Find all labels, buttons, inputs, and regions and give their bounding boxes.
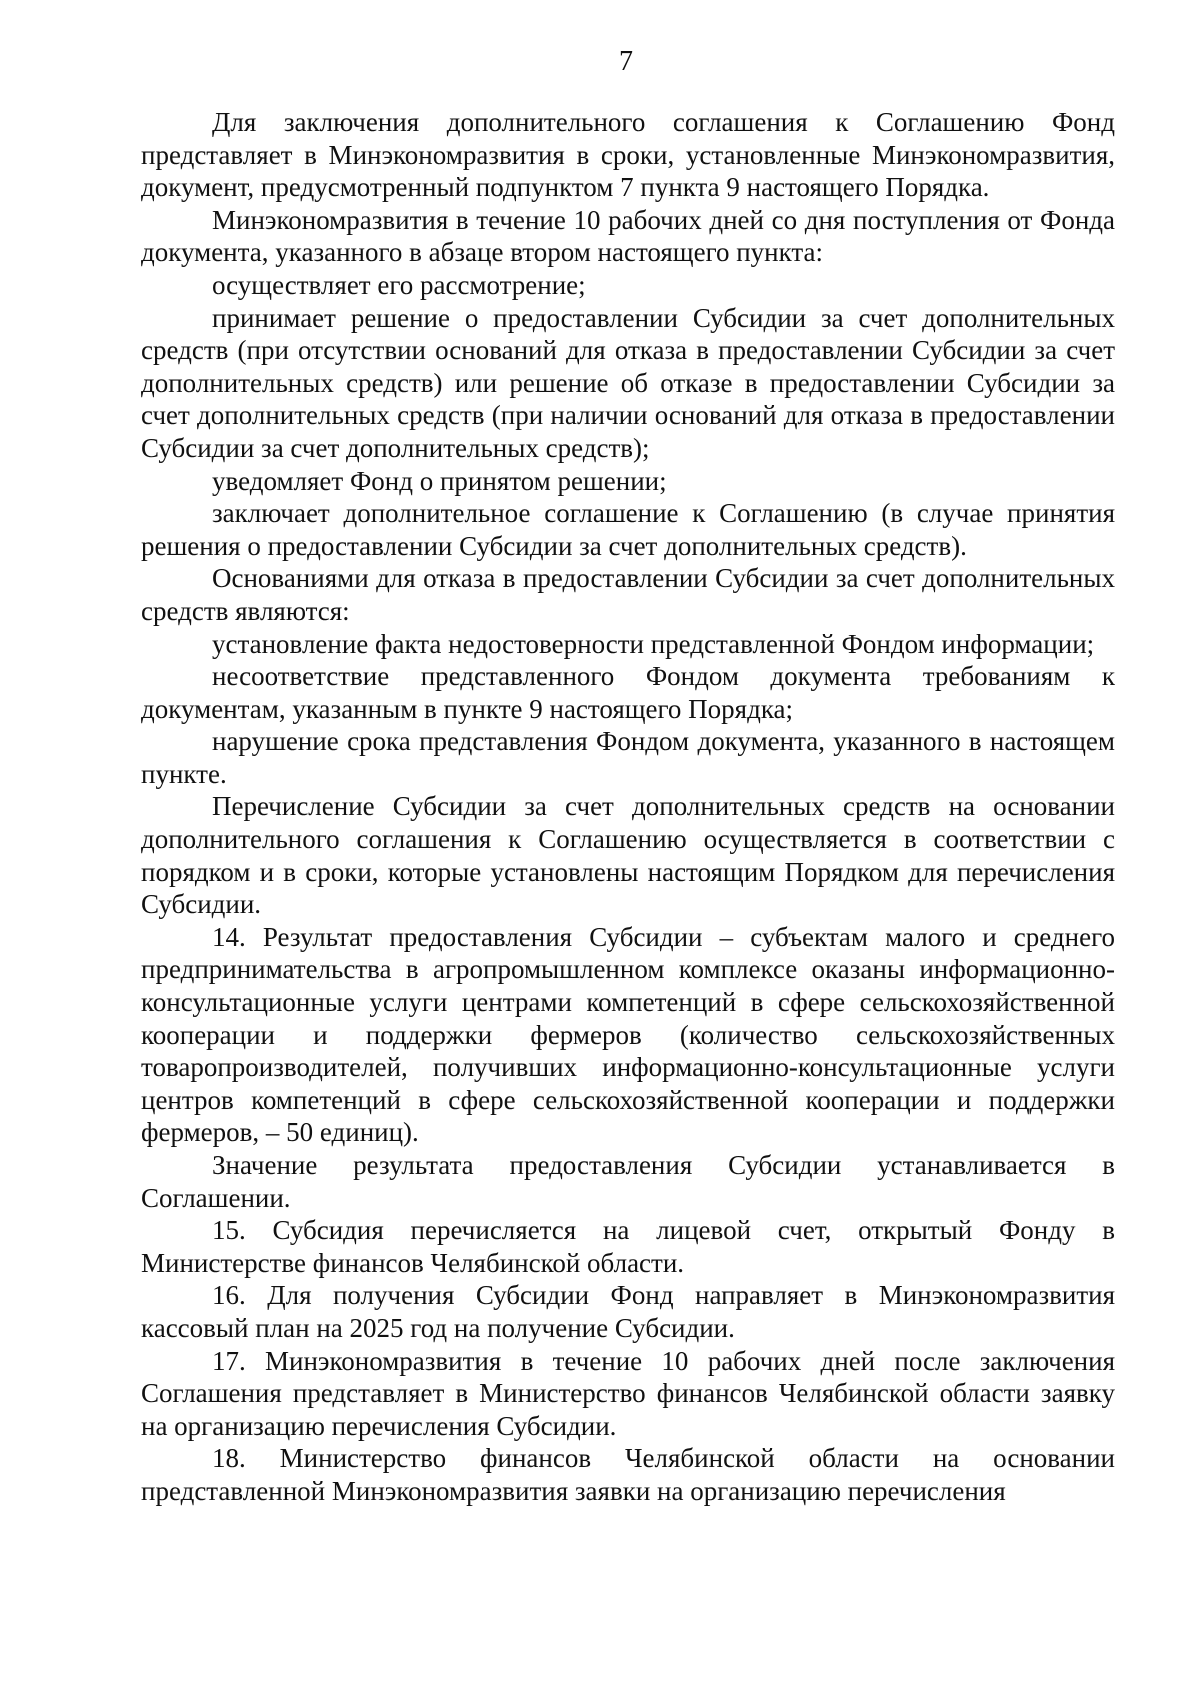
paragraph: Для заключения дополнительного соглашения к Соглашению Фонд представляет в Минэкономразвития в сроки, установленные Минэкономразвития, документ, предусмотренный подпунктом 7 пункта 9 настоящего Порядка.	[141, 107, 1115, 203]
paragraph: Перечисление Субсидии за счет дополнительных средств на основании дополнительного соглашения к Соглашению осуществляется в соответствии с порядком и в сроки, которые установлены настоящим Порядком для перечисления Субсидии.	[141, 791, 1115, 920]
paragraph: заключает дополнительное соглашение к Соглашению (в случае принятия решения о предоставлении Субсидии за счет дополнительных средств).	[141, 498, 1115, 561]
paragraph: Минэкономразвития в течение 10 рабочих дней со дня поступления от Фонда документа, указанного в абзаце втором настоящего пункта:	[141, 204, 1115, 268]
paragraph: 17. Минэкономразвития в течение 10 рабочих дней после заключения Соглашения представляет в Министерство финансов Челябинской области заявку на организацию перечисления Субсидии.	[141, 1345, 1115, 1441]
paragraph: принимает решение о предоставлении Субсидии за счет дополнительных средств (при отсутствии оснований для отказа в предоставлении Субсидии за счет дополнительных средств) или решение об отказе в предоставлении Субсидии за счет дополнительных средств (при наличии оснований для отказа в предоставлении Субсидии за счет дополнительных средств);	[141, 302, 1115, 463]
paragraph: 14. Результат предоставления Субсидии – субъектам малого и среднего предпринимательства в агропромышленном комплексе оказаны информационно-консультационные услуги центрами компетенций в сфере сельскохозяйственной кооперации и поддержки фермеров (количество сельскохозяйственных товаропроизводителей, получивших информационно-консультационные услуги центров компетенций в сфере сельскохозяйственной кооперации и поддержки фермеров, – 50 единиц).	[141, 921, 1115, 1148]
paragraph: несоответствие представленного Фондом документа требованиям к документам, указанным в пункте 9 настоящего Порядка;	[141, 661, 1115, 724]
paragraph: уведомляет Фонд о принятом решении;	[212, 465, 667, 496]
paragraph: Значение результата предоставления Субсидии устанавливается в Соглашении.	[141, 1150, 1115, 1213]
paragraph: 16. Для получения Субсидии Фонд направляет в Минэкономразвития кассовый план на 2025 год на получение Субсидии.	[141, 1280, 1115, 1343]
paragraph: Основаниями для отказа в предоставлении Субсидии за счет дополнительных средств являются:	[141, 563, 1115, 626]
page-number: 7	[619, 46, 633, 77]
paragraph: 15. Субсидия перечисляется на лицевой счет, открытый Фонду в Министерстве финансов Челябинской области.	[141, 1215, 1115, 1278]
paragraph: установление факта недостоверности представленной Фондом информации;	[212, 628, 1095, 659]
paragraph: нарушение срока представления Фондом документа, указанного в настоящем пункте.	[141, 726, 1115, 789]
document-body	[141, 106, 1115, 1508]
paragraph: осуществляет его рассмотрение;	[212, 269, 586, 300]
paragraph: 18. Министерство финансов Челябинской области на основании представленной Минэкономразвития заявки на организацию перечисления	[141, 1443, 1115, 1506]
